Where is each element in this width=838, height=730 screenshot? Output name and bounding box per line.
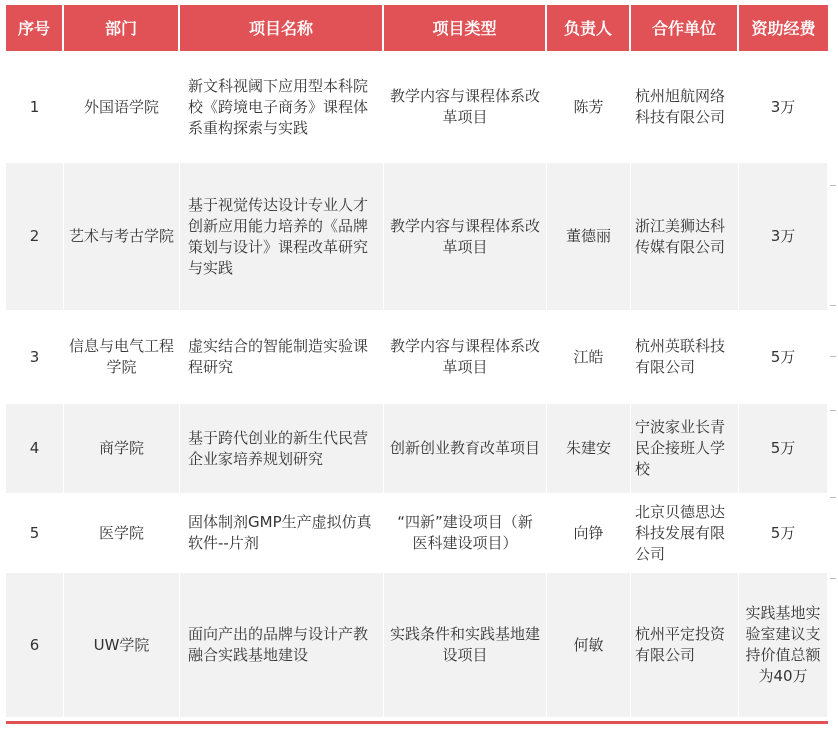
header-fund: 资助经费 <box>739 5 828 51</box>
edge-mark <box>830 356 836 357</box>
cell-no: 3 <box>6 310 64 404</box>
cell-partner: 杭州平定投资有限公司 <box>631 573 739 717</box>
header-dept: 部门 <box>64 5 180 51</box>
edge-mark <box>830 578 836 579</box>
cell-name: 虚实结合的智能制造实验课程研究 <box>180 310 384 404</box>
cell-partner: 浙江美狮达科传媒有限公司 <box>631 163 739 310</box>
cell-owner: 陈芳 <box>547 51 631 163</box>
cell-fund: 5万 <box>739 310 828 404</box>
cell-type: 教学内容与课程体系改革项目 <box>384 51 547 163</box>
cell-owner: 董德丽 <box>547 163 631 310</box>
header-no: 序号 <box>6 5 64 51</box>
project-funding-table <box>6 5 828 717</box>
cell-type: 教学内容与课程体系改革项目 <box>384 310 547 404</box>
header-type: 项目类型 <box>384 5 547 51</box>
edge-mark <box>830 305 836 306</box>
cell-name: 面向产出的品牌与设计产教融合实践基地建设 <box>180 573 384 717</box>
cell-no: 1 <box>6 51 64 163</box>
cell-owner: 何敏 <box>547 573 631 717</box>
header-partner: 合作单位 <box>631 5 739 51</box>
table-row <box>6 51 828 163</box>
cell-no: 6 <box>6 573 64 717</box>
table-bottom-border <box>6 721 828 724</box>
cell-fund: 3万 <box>739 163 828 310</box>
cell-fund: 实践基地实验室建议支持价值总额为40万 <box>739 573 828 717</box>
cell-no: 5 <box>6 493 64 573</box>
cell-name: 固体制剂GMP生产虚拟仿真软件--片剂 <box>180 493 384 573</box>
edge-mark <box>830 185 836 186</box>
cell-partner: 杭州英联科技有限公司 <box>631 310 739 404</box>
cell-dept: 商学院 <box>64 404 180 493</box>
cell-owner: 朱建安 <box>547 404 631 493</box>
edge-mark <box>830 410 836 411</box>
header-name: 项目名称 <box>180 5 384 51</box>
cell-name: 基于视觉传达设计专业人才创新应用能力培养的《品牌策划与设计》课程改革研究与实践 <box>180 163 384 310</box>
cell-name: 基于跨代创业的新生代民营企业家培养规划研究 <box>180 404 384 493</box>
cell-dept: 信息与电气工程学院 <box>64 310 180 404</box>
edge-mark <box>830 497 836 498</box>
header-owner: 负责人 <box>547 5 631 51</box>
cell-type: 创新创业教育改革项目 <box>384 404 547 493</box>
cell-dept: 医学院 <box>64 493 180 573</box>
table-header-row <box>6 5 828 51</box>
cell-dept: UW学院 <box>64 573 180 717</box>
cell-fund: 5万 <box>739 404 828 493</box>
cell-dept: 艺术与考古学院 <box>64 163 180 310</box>
cell-fund: 5万 <box>739 493 828 573</box>
cell-name: 新文科视阈下应用型本科院校《跨境电子商务》课程体系重构探索与实践 <box>180 51 384 163</box>
cell-dept: 外国语学院 <box>64 51 180 163</box>
cell-no: 2 <box>6 163 64 310</box>
cell-owner: 江皓 <box>547 310 631 404</box>
cell-owner: 向铮 <box>547 493 631 573</box>
cell-type: 教学内容与课程体系改革项目 <box>384 163 547 310</box>
cell-type: “四新”建设项目（新医科建设项目） <box>384 493 547 573</box>
table-row <box>6 310 828 404</box>
table-row <box>6 163 828 310</box>
cell-type: 实践条件和实践基地建设项目 <box>384 573 547 717</box>
cell-no: 4 <box>6 404 64 493</box>
table-row <box>6 493 828 573</box>
cell-partner: 杭州旭航网络科技有限公司 <box>631 51 739 163</box>
cell-fund: 3万 <box>739 51 828 163</box>
table-row <box>6 404 828 493</box>
cell-partner: 宁波家业长青民企接班人学校 <box>631 404 739 493</box>
table-row <box>6 573 828 717</box>
cell-partner: 北京贝德思达科技发展有限公司 <box>631 493 739 573</box>
